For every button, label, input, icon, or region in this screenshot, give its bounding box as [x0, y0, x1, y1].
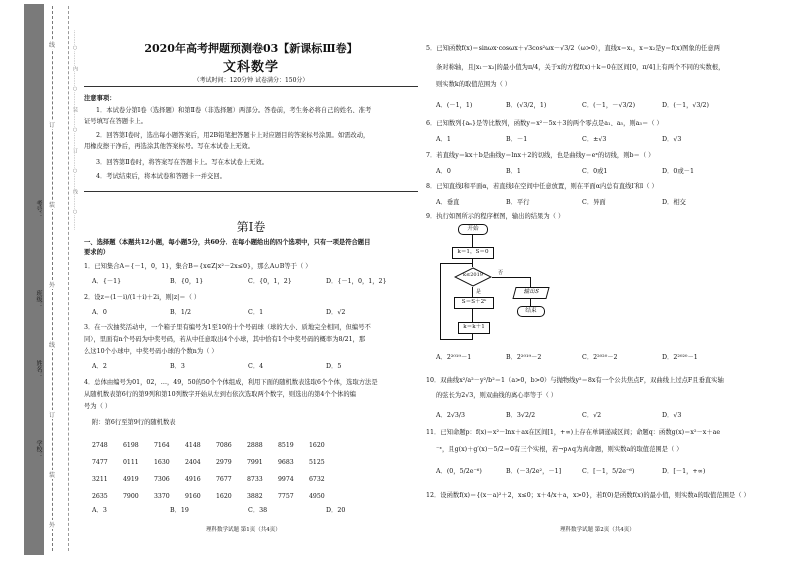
table-cell: 4148: [185, 442, 201, 449]
table-row: [92, 437, 340, 454]
flow-init: k＝1，S＝0: [452, 247, 494, 259]
q7-option-a[interactable]: A．0: [436, 168, 451, 175]
q6-option-a[interactable]: A．1: [436, 136, 451, 143]
table-cell: 8519: [278, 442, 294, 449]
q9-option-d[interactable]: D．2²⁰²⁰－1: [662, 354, 698, 361]
question-10-line: 10．双曲线x²/a²－y²/b²＝1（a>0，b>0）与抛物线y²＝8x有一个公共焦点F，双曲线上过点F且垂直实轴: [426, 377, 724, 384]
binding-inner-dash: ………○………内………○………装………○………订………○………线………○………: [72, 30, 78, 230]
q1-option-c[interactable]: C．{0，1，2}: [248, 278, 292, 285]
table-cell: 3370: [154, 493, 170, 500]
question-12-line: 12．设函数f(x)＝{(x－a)²＋2，x≤0；x＋4/x＋a，x>0}，若f(0)是函数f(x)的最小值，则实数a的取值范围是（ ）: [426, 492, 750, 499]
section-instruction: 要求的）: [84, 249, 110, 256]
q5-option-b[interactable]: B．(√3/2，1): [506, 102, 547, 109]
question-8-stem: 8．已知直线l和平面α，若直线l在空间中任意放置，则在平面α内总有直线l′和l（ ）: [426, 183, 658, 190]
q6-option-c[interactable]: C．±√3: [582, 136, 607, 143]
table-cell: 7086: [216, 442, 232, 449]
note-line: 2．回答第Ⅰ卷时，选出每小题答案后，用2B铅笔把答题卡上对应题目的答案标号涂黑。如需改动，: [96, 132, 370, 139]
question-3-line: 么这10个小球中，中奖号码小球的个数n为（ ）: [84, 348, 218, 355]
question-7-stem: 7．若直线y＝kx＋b是曲线y＝lnx＋2的切线，也是曲线y＝eˣ的切线，则b＝（ ）: [426, 152, 655, 159]
note-line: 1．本试卷分第Ⅰ卷（选择题）和第Ⅱ卷（非选择题）两部分。答卷前，考生务必将自己的姓名、准考: [96, 107, 372, 114]
table-cell: 0111: [123, 459, 139, 466]
q11-option-c[interactable]: C．[－1，5/2e⁻⁶): [582, 468, 635, 475]
table-cell: 7757: [278, 493, 294, 500]
table-cell: 2888: [247, 442, 263, 449]
q11-option-a[interactable]: A．(0，5/2e⁻⁶): [436, 468, 482, 475]
exam-subject: 文科数学: [222, 60, 279, 75]
number-field-label[interactable]: 考号：: [35, 200, 42, 218]
table-row: [92, 454, 340, 471]
question-4-line: 附：第6行至第9行的随机数表: [92, 419, 176, 426]
flow-output: 输出S: [512, 287, 549, 299]
q1-option-a[interactable]: A．{－1}: [92, 278, 122, 285]
flow-increment: k＝k＋1: [458, 322, 490, 334]
q5-option-a[interactable]: A．(－1，1): [436, 102, 473, 109]
q10-option-c[interactable]: C．√2: [582, 412, 602, 419]
table-row: [92, 488, 340, 505]
binding-mark: 线: [49, 342, 56, 349]
page-footer-left: 理科数学试题 第1页（共4页）: [206, 527, 281, 533]
flow-loop: [440, 263, 473, 264]
table-cell: 7164: [154, 442, 170, 449]
question-3-line: 同），里面有n个号码为中奖号码，若从中任意取出4个小球，其中恰有1个中奖号码的概率为8/21，那: [84, 336, 366, 343]
header-divider: [84, 86, 418, 87]
flow-start: 开始: [458, 224, 488, 235]
q6-option-d[interactable]: D．√3: [662, 136, 682, 143]
binding-mark: 装: [49, 472, 56, 479]
table-cell: 7306: [154, 476, 170, 483]
name-field-label[interactable]: 姓名：: [35, 360, 42, 378]
q1-option-d[interactable]: D．{－1，0，1，2}: [326, 278, 387, 285]
school-field-label[interactable]: 学校：: [35, 440, 42, 458]
q8-option-d[interactable]: D．相交: [662, 199, 686, 206]
binding-mark: 订: [49, 122, 56, 129]
random-number-table: [92, 437, 340, 505]
section-title: 第Ⅰ卷: [236, 220, 266, 234]
exam-title: 2020年高考押题预测卷03【新课标Ⅲ卷】: [144, 42, 358, 55]
question-4-line: 号为（ ）: [84, 403, 112, 410]
question-2-stem: 2．设z＝(1－i)/(1＋i)＋2i，则|z|＝（ ）: [84, 294, 201, 301]
q10-option-a[interactable]: A．2√3/3: [436, 412, 465, 419]
q7-option-c[interactable]: C．0或1: [582, 168, 608, 175]
table-cell: 9683: [278, 459, 294, 466]
table-cell: 7991: [247, 459, 263, 466]
question-3-line: 3．在一次抽奖活动中，一个箱子里有编号为1至10的十个号码球（球的大小、质地完全相同，但编号不: [84, 324, 371, 331]
q2-option-b[interactable]: B．1/2: [170, 309, 192, 316]
table-cell: 1620: [216, 493, 232, 500]
q10-option-d[interactable]: D．√3: [662, 412, 682, 419]
q2-option-a[interactable]: A．0: [92, 309, 107, 316]
question-5-line: 条对称轴，且|x₁－x₂|的最小值为π/4，关于x的方程f(x)＋k＝0在区间[0，π/4]上有两个不同的实数根，: [436, 64, 725, 71]
page-footer-right: 理科数学试题 第2页（共4页）: [560, 527, 635, 533]
question-11-line: ⁻ˣ，且g(x)＋g′(x)－5/2＝0有三个实根，若¬p∧q为真命题，则实数a的取值范围是（ ）: [436, 446, 683, 453]
q11-option-d[interactable]: D．[－1，+∞): [662, 468, 706, 475]
table-cell: 2635: [92, 493, 108, 500]
table-row: [92, 471, 340, 488]
q8-option-b[interactable]: B．平行: [506, 199, 530, 206]
question-5-line: 5．已知函数f(x)＝sinωx·cosωx＋√3cos²ωx－√3/2（ω>0），直线x＝x₁，x＝x₂是y＝f(x)图象的任意两: [426, 45, 720, 52]
table-cell: 1630: [154, 459, 170, 466]
q8-option-c[interactable]: C．异面: [582, 199, 606, 206]
flow-arrow: [472, 287, 473, 297]
table-cell: 7477: [92, 459, 108, 466]
question-11-line: 11．已知命题p：f(x)＝x²－lnx＋ax在区间[1，+∞)上存在单调递减区间；命题q：函数g(x)＝x²－x＋ae: [426, 429, 721, 436]
flow-end: 结束: [517, 306, 545, 317]
q2-option-c[interactable]: C．1: [248, 309, 264, 316]
table-cell: 6732: [309, 476, 325, 483]
binding-mark: 外: [49, 282, 56, 289]
flow-arrow: [492, 277, 530, 278]
question-10-line: 的弦长为2√3，则双曲线的离心率等于（ ）: [436, 392, 558, 399]
question-6-stem: 6．已知数列{aₙ}是等比数列，函数y＝x²－5x＋3的两个零点是a₁、a₅，则a₃＝（ ）: [426, 120, 663, 127]
q3-option-b[interactable]: B．3: [170, 363, 185, 370]
flow-arrow: [530, 277, 531, 287]
flow-assign: S＝S＋2ᵏ: [454, 297, 494, 309]
table-cell: 8733: [247, 476, 263, 483]
table-cell: 2748: [92, 442, 108, 449]
table-cell: 4919: [123, 476, 139, 483]
flow-yes-label: 是: [476, 289, 482, 295]
q9-option-c[interactable]: C．2²⁰²⁰－2: [582, 354, 618, 361]
binding-mark: 外: [49, 522, 56, 529]
q10-option-b[interactable]: B．3√2/2: [506, 412, 536, 419]
binding-mark: 线: [49, 42, 56, 49]
note-line: 4．考试结束后，将本试卷和答题卡一并交回。: [96, 173, 226, 180]
q11-option-b[interactable]: B．(－3/2e²，－1]: [506, 468, 562, 475]
note-line: 证号填写在答题卡上。: [84, 118, 147, 125]
q1-option-b[interactable]: B．{0，1}: [170, 278, 204, 285]
flow-loop: [440, 339, 473, 340]
notes-divider: [84, 191, 418, 192]
table-cell: 9160: [185, 493, 201, 500]
table-cell: 7900: [123, 493, 139, 500]
table-cell: 2404: [185, 459, 201, 466]
table-cell: 3882: [247, 493, 263, 500]
table-cell: 5125: [309, 459, 325, 466]
table-cell: 2979: [216, 459, 232, 466]
flow-loop: [440, 263, 441, 340]
q9-option-a[interactable]: A．2²⁰¹⁹－1: [436, 354, 472, 361]
q4-option-d[interactable]: D．20: [326, 507, 346, 514]
table-cell: 7677: [216, 476, 232, 483]
table-cell: 6198: [123, 442, 139, 449]
table-cell: 9974: [278, 476, 294, 483]
note-line: 用橡皮擦干净后，再选涂其他答案标号。写在本试卷上无效。: [84, 143, 255, 150]
table-cell: 3211: [92, 476, 108, 483]
question-4-line: 4．总体由编号为01，02，…，49，50的50个个体组成，利用下面的随机数表选取6个个体，选取方法是: [84, 379, 378, 386]
q7-option-b[interactable]: B．1: [506, 168, 521, 175]
q2-option-d[interactable]: D．√2: [326, 309, 346, 316]
q4-option-b[interactable]: B．19: [170, 507, 189, 514]
q4-option-a[interactable]: A．3: [92, 507, 107, 514]
time-info: （考试时间：120分钟 试卷满分：150分）: [193, 77, 309, 84]
flow-arrow: [530, 298, 531, 306]
q3-option-d[interactable]: D．5: [326, 363, 342, 370]
note-line: 3．回答第Ⅱ卷时，将答案写在答题卡上。写在本试卷上无效。: [96, 159, 269, 166]
binding-mark: 订: [49, 412, 56, 419]
q6-option-b[interactable]: B．－1: [506, 136, 528, 143]
q7-option-d[interactable]: D．0或－1: [662, 168, 694, 175]
question-1-stem: 1．已知集合A＝{－1，0，1}，集合B＝{x∈Z|x²－2x≤0}，那么A∪B等于（ ）: [84, 263, 312, 270]
question-5-line: 则实数k的取值范围为（ ）: [436, 81, 512, 88]
binding-inner-line: [68, 6, 69, 551]
q5-option-d[interactable]: D．(－1，√3/2): [662, 102, 710, 109]
q3-option-a[interactable]: A．2: [92, 363, 107, 370]
table-cell: 1620: [309, 442, 325, 449]
q5-option-c[interactable]: C．(－1，－√3/2): [582, 102, 636, 109]
q3-option-c[interactable]: C．4: [248, 363, 264, 370]
flow-condition: k≤2019: [463, 272, 483, 278]
table-cell: 4916: [185, 476, 201, 483]
flow-arrow: [472, 234, 473, 247]
notes-heading: 注意事项：: [84, 95, 116, 102]
binding-strip: [24, 4, 44, 555]
flow-arrow: [472, 308, 473, 322]
class-field-label[interactable]: 班级：: [35, 290, 42, 308]
q9-option-b[interactable]: B．2²⁰¹⁹－2: [506, 354, 542, 361]
flow-no-label: 否: [498, 270, 504, 276]
question-9-stem: 9．执行如图所示的程序框图，输出的结果为（ ）: [426, 213, 565, 220]
question-4-line: 从随机数表第6行的第9列和第10列数字开始从左到右依次选取两个数字，则选出的第4个个体的编: [84, 391, 356, 398]
section-instruction: 一、选择题（本题共12小题，每小题5分，共60分．在每小题给出的四个选项中，只有一项是符合题目: [84, 239, 371, 246]
q8-option-a[interactable]: A．垂直: [436, 199, 460, 206]
program-flowchart: [436, 224, 576, 346]
table-cell: 4950: [309, 493, 325, 500]
binding-mark: 装: [49, 202, 56, 209]
q4-option-c[interactable]: C．38: [248, 507, 268, 514]
